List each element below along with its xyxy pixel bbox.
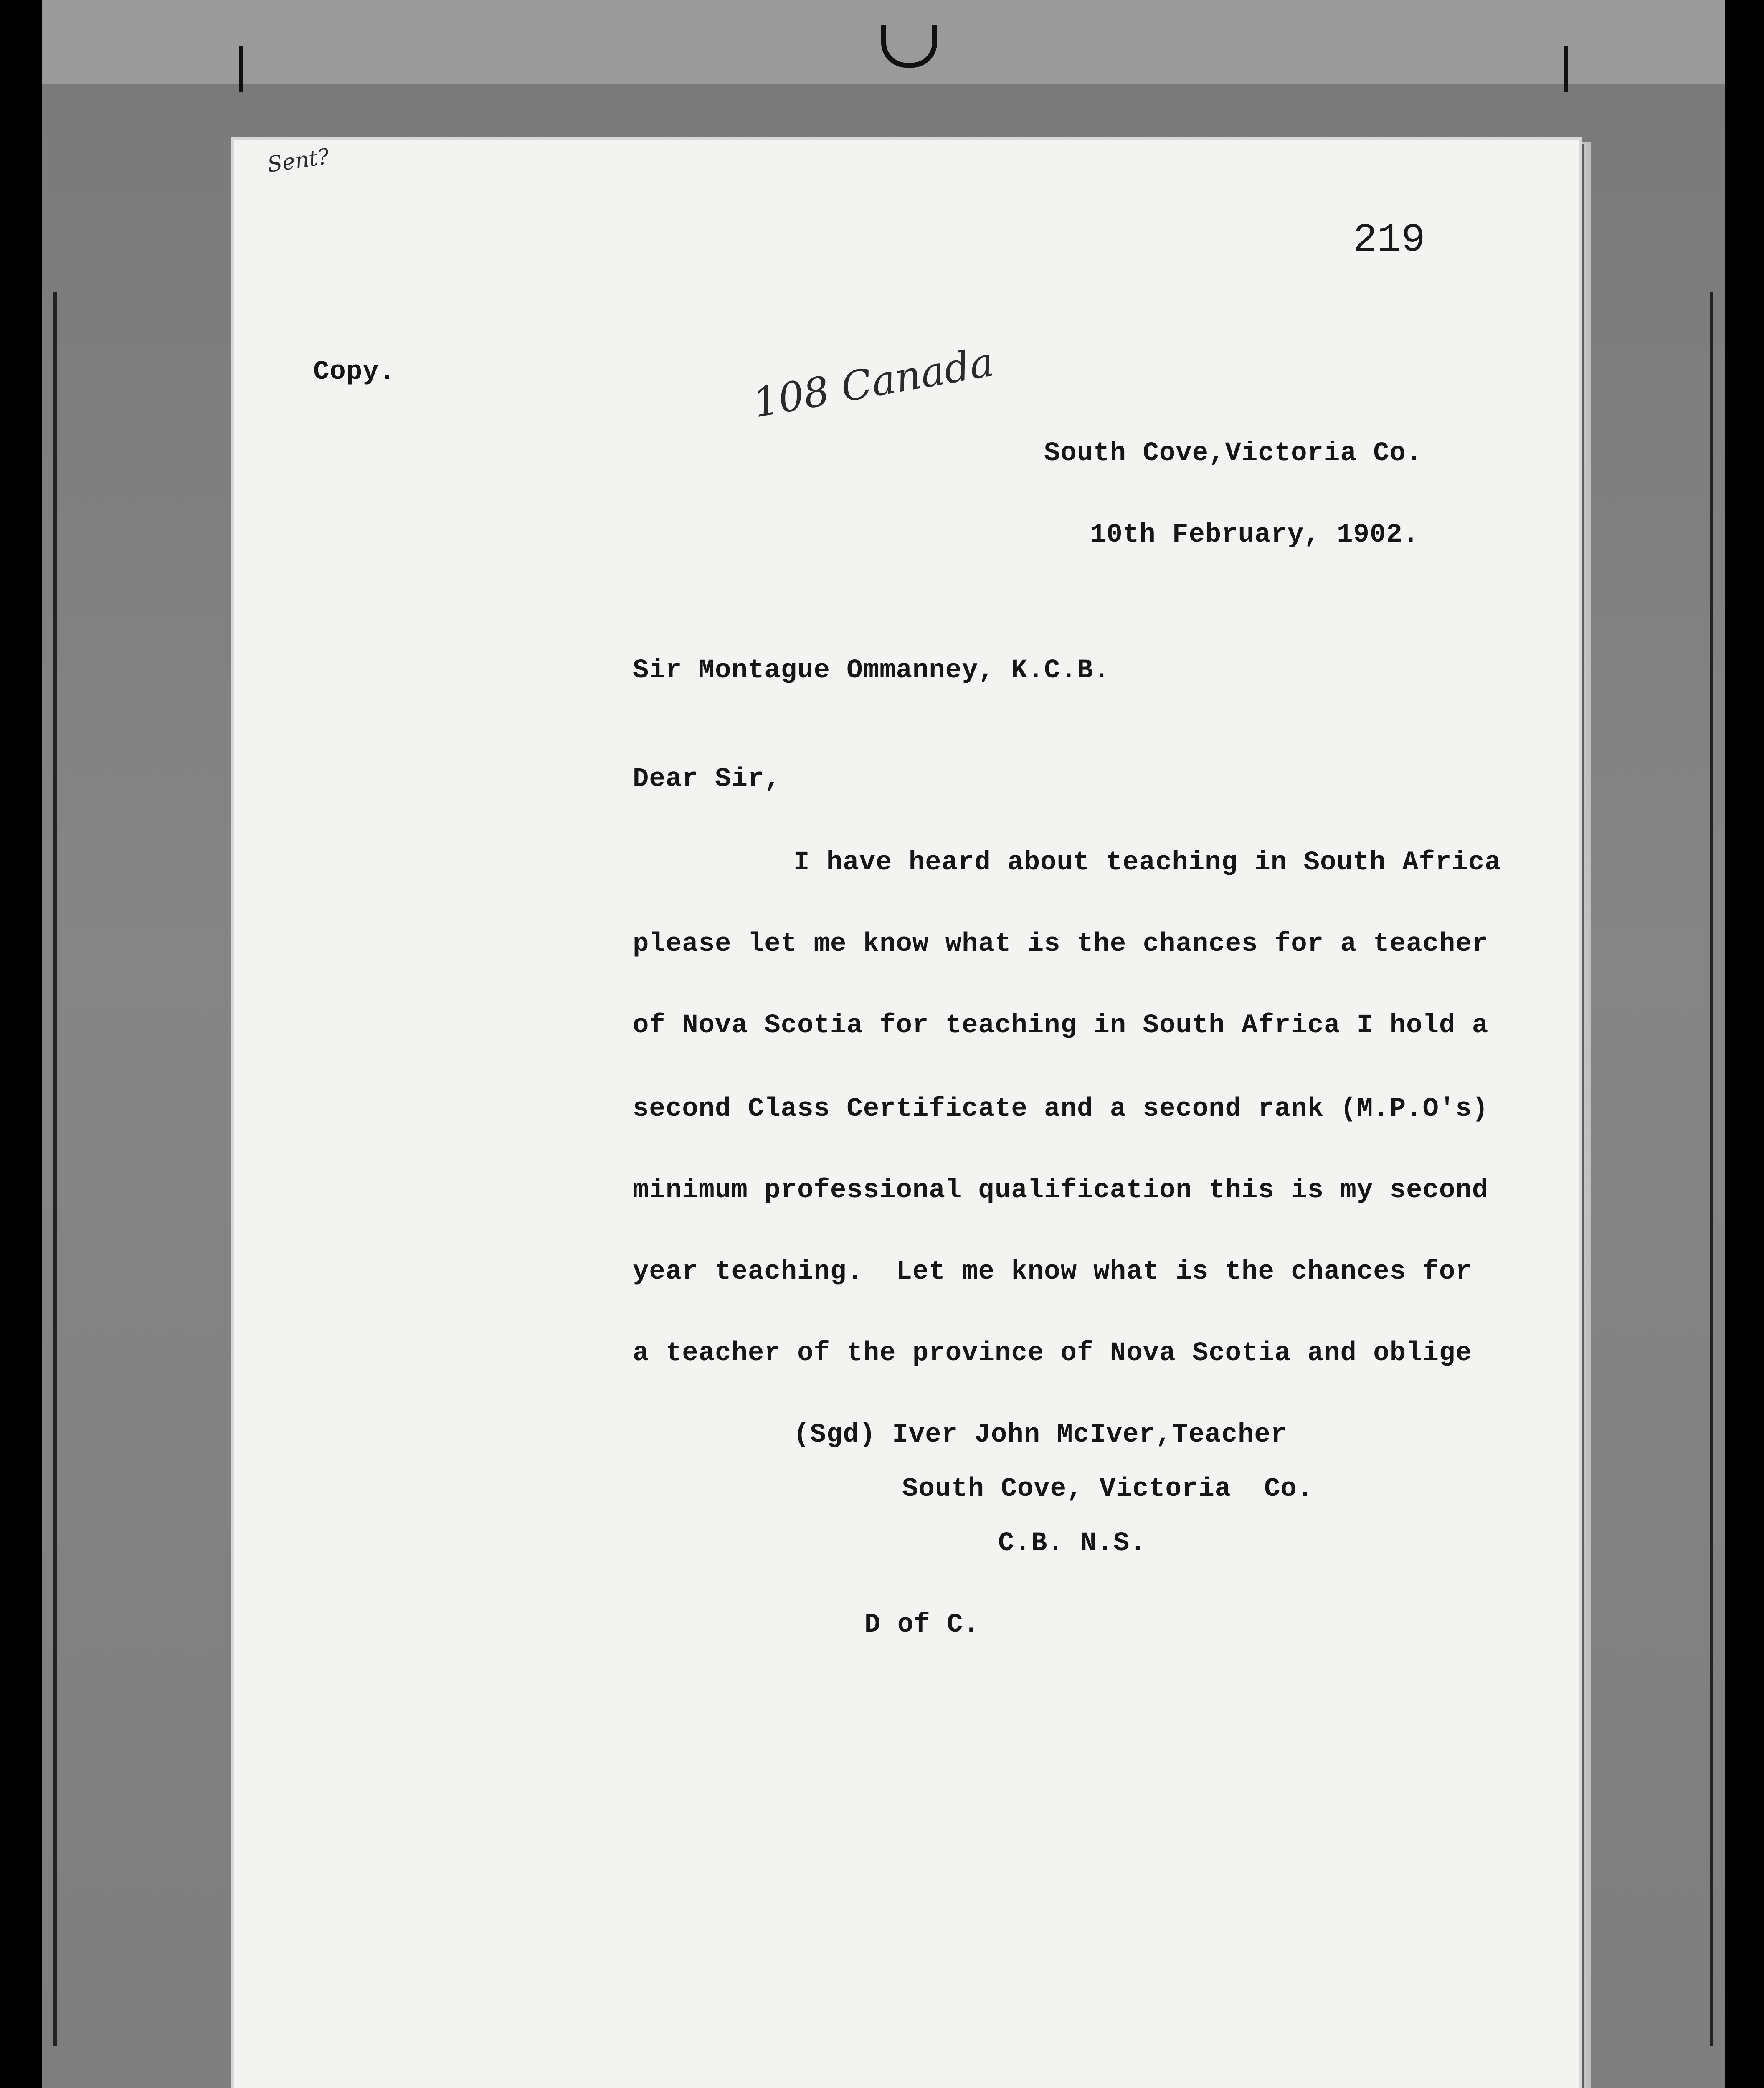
film-edge-line-left xyxy=(53,292,57,2046)
handwritten-file-note: 108 Canada xyxy=(749,338,997,427)
recipient-line: Sir Montague Ommanney, K.C.B. xyxy=(633,656,1110,686)
signature-line: (Sgd) Iver John McIver,Teacher xyxy=(793,1420,1288,1450)
body-line: I have heard about teaching in South Africa xyxy=(793,848,1501,878)
film-registration-notch xyxy=(881,25,937,68)
salutation: Dear Sir, xyxy=(633,764,781,794)
copy-label: Copy. xyxy=(313,357,396,387)
body-line: a teacher of the province of Nova Scotia and oblige xyxy=(633,1338,1472,1368)
handwritten-corner-note: Sent? xyxy=(266,144,331,178)
body-line: please let me know what is the chances for a teacher xyxy=(633,929,1489,959)
signature-line: C.B. N.S. xyxy=(998,1528,1146,1558)
signature-line: South Cove, Victoria Co. xyxy=(902,1474,1314,1504)
body-line: second Class Certificate and a second rank (M.P.O's) xyxy=(633,1094,1489,1124)
body-line: year teaching. Let me know what is the chances for xyxy=(633,1257,1472,1287)
body-line: minimum professional qualification this is my second xyxy=(633,1176,1489,1206)
film-edge-line-right xyxy=(1710,292,1713,2046)
registration-mark-left xyxy=(239,46,243,92)
letter-date: 10th February, 1902. xyxy=(1090,520,1419,550)
page-number: 219 xyxy=(1353,217,1425,263)
registration-mark-right xyxy=(1564,46,1568,92)
body-line: of Nova Scotia for teaching in South Africa I hold a xyxy=(633,1011,1489,1041)
closing-note: D of C. xyxy=(864,1610,980,1640)
sender-address: South Cove,Victoria Co. xyxy=(1044,438,1423,469)
